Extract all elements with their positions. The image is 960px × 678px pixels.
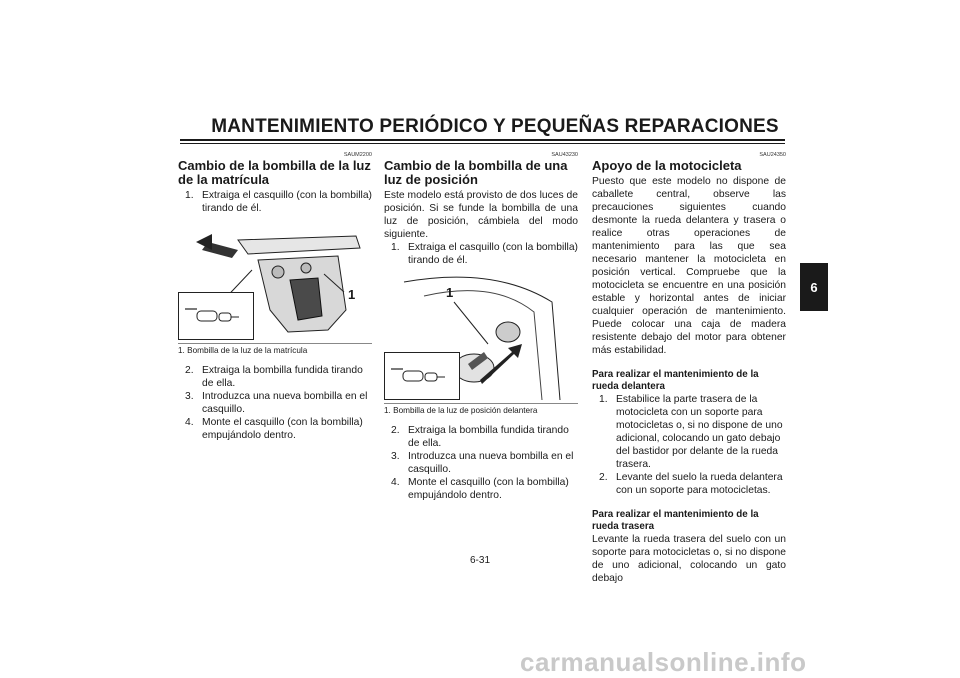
subheading-rear-wheel: Para realizar el mantenimiento de la rueda trasera: [592, 509, 759, 532]
step-item: [178, 390, 372, 416]
step-number: 2.: [599, 472, 608, 483]
step-text: Levante del suelo la rueda delantera con un soporte para motocicletas.: [616, 472, 783, 496]
rear-wheel-text: Levante la rueda trasera del suelo con un soporte para motocicletas o, si no dispone de uno adicional, colocando un gato debajo: [592, 534, 786, 584]
page-header-title: MANTENIMIENTO PERIÓDICO Y PEQUEÑAS REPARACIONES: [211, 116, 779, 137]
step-item: [592, 393, 786, 471]
callout-number: 1: [348, 287, 356, 302]
column-license-plate-bulb: [178, 152, 372, 442]
steps-list: [178, 364, 372, 442]
step-item: [178, 364, 372, 390]
step-number: 1.: [599, 394, 608, 405]
step-item: [178, 416, 372, 442]
section-code: SAU24350: [759, 152, 786, 158]
section-title: Cambio de la bombilla de la luz de la matrícula: [178, 158, 371, 187]
step-number: 3.: [391, 451, 400, 462]
step-item: [384, 450, 578, 476]
step-text: Extraiga la bombilla fundida tirando de ella.: [202, 365, 363, 389]
step-number: 3.: [185, 391, 194, 402]
bulb-inset: [384, 352, 460, 400]
section-intro: Puesto que este modelo no dispone de caballete central, observe las precauciones siguientes cuando desmonte la rueda delantera y trasera o realice otras operaciones de mantenimiento para las que sea necesario mantener la motocicleta en posición vertical. Compruebe que la motocicleta se encuentre en una posición estable y horizontal antes de iniciar cualquier operación de mantenimiento. Puede colocar una caja de madera resistente debajo del motor para obtener más estabilidad.: [592, 176, 786, 356]
step-item: [384, 476, 578, 502]
step-text: Extraiga el casquillo (con la bombilla) tirando de él.: [408, 242, 578, 266]
callout-number: 1: [446, 285, 454, 300]
step-text: Extraiga la bombilla fundida tirando de ella.: [408, 425, 569, 449]
step-number: 2.: [391, 425, 400, 436]
header-rule-thin: [180, 143, 785, 144]
section-title: Apoyo de la motocicleta: [592, 158, 742, 173]
section-title: Cambio de la bombilla de una luz de posición: [384, 158, 568, 187]
section-code: SAU43230: [551, 152, 578, 158]
figure-caption: 1. Bombilla de la luz de la matrícula: [178, 343, 372, 356]
chapter-tab: 6: [800, 263, 828, 311]
step-number: 1.: [185, 190, 194, 201]
steps-list: [178, 189, 372, 215]
watermark: carmanualsonline.info: [520, 647, 807, 677]
subheading-front-wheel: Para realizar el mantenimiento de la rueda delantera: [592, 369, 759, 392]
figure-position-light: [384, 272, 578, 400]
section-intro: Este modelo está provisto de dos luces de posición. Si se funde la bombilla de una luz de posición, cámbiela del modo siguiente.: [384, 190, 578, 240]
step-text: Introduzca una nueva bombilla en el casquillo.: [408, 451, 574, 475]
step-item: [384, 424, 578, 450]
step-number: 4.: [185, 417, 194, 428]
step-number: 1.: [391, 242, 400, 253]
step-item: [384, 241, 578, 267]
bulb-socket-icon: [385, 353, 459, 399]
step-text: Monte el casquillo (con la bombilla) empujándolo dentro.: [408, 477, 569, 501]
step-item: [592, 471, 786, 497]
page-number: 6-31: [470, 555, 491, 566]
steps-list: [384, 424, 578, 502]
header-rule-thick: [180, 139, 785, 141]
bulb-inset: [178, 292, 254, 340]
step-text: Extraiga el casquillo (con la bombilla) tirando de él.: [202, 190, 372, 214]
step-item: [178, 189, 372, 215]
section-code: SAUM2200: [343, 152, 372, 158]
bulb-socket-icon: [179, 293, 253, 339]
column-position-light-bulb: [384, 152, 578, 502]
step-number: 2.: [185, 365, 194, 376]
step-text: Estabilice la parte trasera de la motocicleta con un soporte para motocicletas o, si no dispone de uno adicional, colocando un gato debajo del bastidor por delante de la rueda trasera.: [616, 394, 783, 470]
step-text: Introduzca una nueva bombilla en el casquillo.: [202, 391, 368, 415]
figure-caption: 1. Bombilla de la luz de posición delantera: [384, 403, 578, 416]
step-text: Monte el casquillo (con la bombilla) empujándolo dentro.: [202, 417, 363, 441]
figure-license-plate-light: [178, 220, 372, 340]
steps-list: [592, 393, 786, 497]
column-motorcycle-support: [592, 152, 786, 585]
step-number: 4.: [391, 477, 400, 488]
steps-list: [384, 241, 578, 267]
